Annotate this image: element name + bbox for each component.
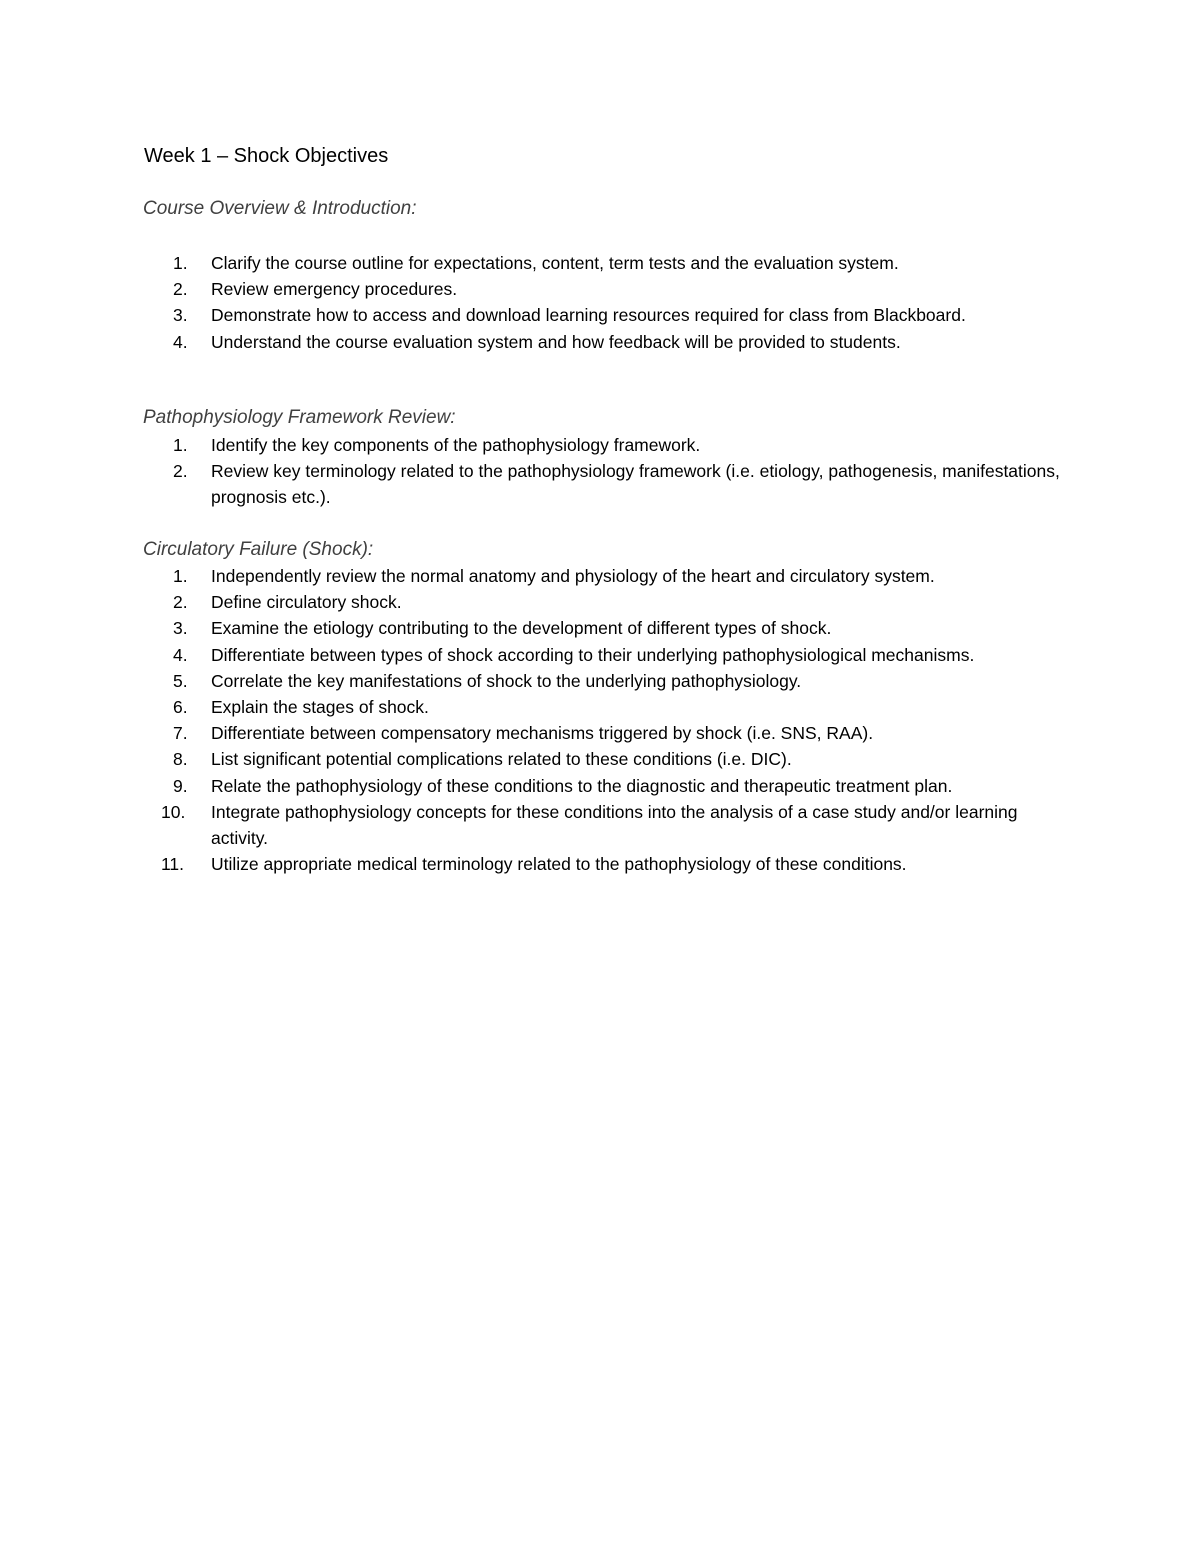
item-number: 10.	[161, 801, 186, 822]
item-text: Examine the etiology contributing to the development of different types of shock.	[211, 618, 832, 639]
list-item	[0, 668, 1200, 694]
list-item	[0, 432, 1200, 458]
item-number: 3.	[173, 305, 188, 326]
item-number: 5.	[173, 670, 188, 691]
section-heading-course-overview: Course Overview & Introduction:	[143, 198, 417, 219]
item-number: 2.	[173, 279, 188, 300]
item-number: 1.	[173, 566, 188, 586]
item-text: Define circulatory shock.	[211, 592, 402, 613]
item-number: 9.	[173, 775, 188, 796]
item-number: 2.	[173, 592, 188, 613]
item-text: Integrate pathophysiology concepts for these conditions into the analysis of a case study and/or learning activity.	[211, 801, 1018, 849]
objectives-list-framework-review	[0, 432, 1200, 511]
item-text: Relate the pathophysiology of these conditions to the diagnostic and therapeutic treatment plan.	[211, 775, 953, 796]
list-item	[0, 329, 1200, 355]
section-heading-framework-review: Pathophysiology Framework Review:	[143, 407, 456, 428]
objectives-list-circulatory-failure	[0, 563, 1200, 877]
item-number: 3.	[173, 618, 188, 639]
item-text: Identify the key components of the pathophysiology framework.	[211, 435, 701, 455]
item-text: Review key terminology related to the pathophysiology framework (i.e. etiology, pathogenesis, manifestations, prognosis etc.).	[211, 461, 1060, 508]
item-text: Utilize appropriate medical terminology related to the pathophysiology of these conditions.	[211, 854, 907, 875]
item-text: Demonstrate how to access and download learning resources required for class from Blackboard.	[211, 305, 966, 326]
list-item	[0, 851, 1200, 877]
item-text: Differentiate between types of shock according to their underlying pathophysiological mechanisms.	[211, 644, 975, 665]
item-text: List significant potential complications related to these conditions (i.e. DIC).	[211, 749, 792, 770]
section-heading-circulatory-failure: Circulatory Failure (Shock):	[143, 539, 374, 560]
list-item	[0, 250, 1200, 276]
item-number: 1.	[173, 435, 188, 455]
list-item	[0, 746, 1200, 772]
item-text: Review emergency procedures.	[211, 279, 458, 300]
item-number: 2.	[173, 461, 188, 482]
list-item	[0, 302, 1200, 328]
item-text: Independently review the normal anatomy and physiology of the heart and circulatory system.	[211, 566, 935, 586]
list-item	[0, 642, 1200, 668]
item-number: 8.	[173, 749, 188, 770]
item-number: 4.	[173, 331, 188, 352]
item-text: Understand the course evaluation system and how feedback will be provided to students.	[211, 331, 901, 352]
list-item	[0, 563, 1200, 589]
item-text: Explain the stages of shock.	[211, 697, 429, 718]
item-text: Correlate the key manifestations of shock to the underlying pathophysiology.	[211, 670, 802, 691]
list-item	[0, 773, 1200, 799]
item-number: 11.	[161, 854, 185, 875]
item-number: 6.	[173, 697, 188, 718]
item-number: 7.	[173, 723, 188, 744]
document-title: Week 1 – Shock Objectives	[144, 145, 389, 167]
list-item	[0, 720, 1200, 746]
list-item	[0, 799, 1200, 851]
list-item	[0, 458, 1200, 510]
list-item	[0, 615, 1200, 641]
list-item	[0, 589, 1200, 615]
item-number: 1.	[173, 253, 188, 273]
list-item	[0, 276, 1200, 302]
item-text: Clarify the course outline for expectations, content, term tests and the evaluation system.	[211, 253, 899, 273]
list-item	[0, 694, 1200, 720]
item-number: 4.	[173, 644, 188, 665]
item-text: Differentiate between compensatory mechanisms triggered by shock (i.e. SNS, RAA).	[211, 723, 874, 744]
objectives-list-course-overview	[0, 250, 1200, 355]
